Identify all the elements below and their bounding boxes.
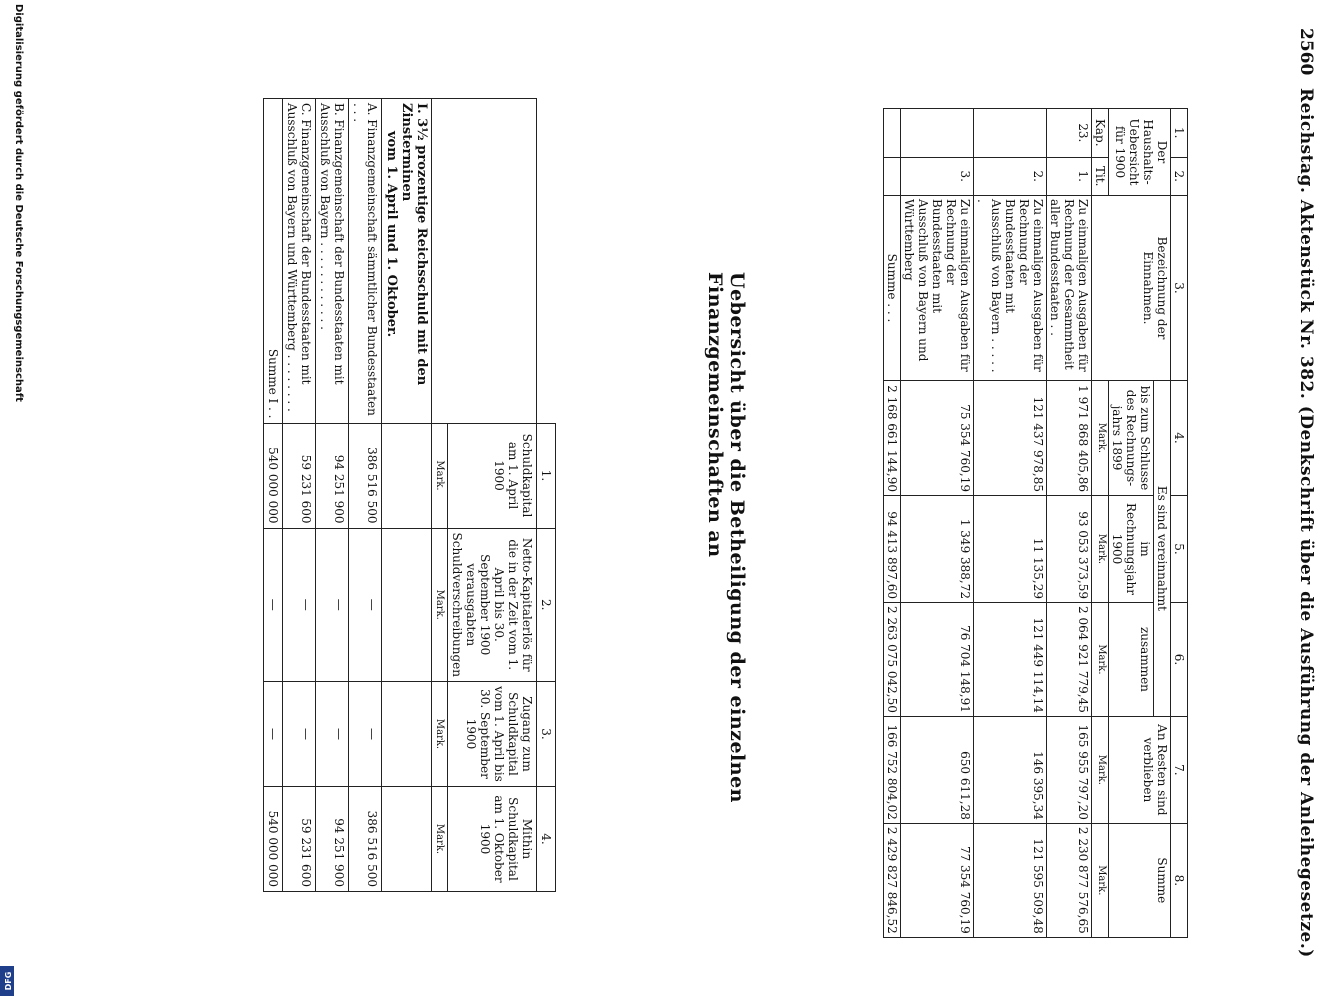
header-vereinnahmt: Es sind vereinnahmt bbox=[1154, 381, 1171, 717]
column-number-row bbox=[1171, 109, 1188, 938]
value-cell: — bbox=[264, 681, 283, 786]
value-cell: — bbox=[316, 528, 349, 681]
value-cell: 2 168 661 144,90 bbox=[884, 381, 901, 496]
value-cell: 11 135,29 bbox=[974, 496, 1047, 603]
kap-cell bbox=[884, 109, 901, 158]
row-label: C. Finanzgemeinschaft der Bundesstaaten mit Ausschluß von Bayern und Württemberg . . . . . . . . bbox=[283, 99, 316, 424]
header-zusammen: zusammen bbox=[1109, 603, 1154, 717]
tit-cell: 1. bbox=[1047, 157, 1092, 196]
header-bis: bis zum Schlusse des Rechnungs-jahrs 1899 bbox=[1109, 381, 1154, 496]
header-zugang: Zugang zum Schuldkapital vom 1. April bis 30. September 1900 bbox=[448, 681, 537, 786]
col-number: 3. bbox=[537, 681, 556, 786]
col-number: 4. bbox=[537, 786, 556, 891]
unit-label: Mark. bbox=[432, 786, 448, 891]
value-cell: 2 429 827 846,52 bbox=[884, 823, 901, 937]
description-cell: Zu einmaligen Ausgaben für Rechnung der Bundesstaaten mit Ausschluß von Bayern . . . . . . bbox=[974, 196, 1047, 381]
unit-label: Mark. bbox=[1092, 496, 1109, 603]
table-row bbox=[1047, 109, 1092, 938]
value-cell: 386 516 500 bbox=[349, 423, 382, 528]
kap-cell bbox=[901, 109, 974, 158]
col-number: 1. bbox=[1171, 109, 1188, 158]
col-number: 5. bbox=[1171, 496, 1188, 603]
value-cell: 146 395,34 bbox=[974, 716, 1047, 823]
blank-cell bbox=[537, 99, 556, 424]
col-number: 7. bbox=[1171, 716, 1188, 823]
value-cell: 121 595 509,48 bbox=[974, 823, 1047, 937]
table-row bbox=[901, 109, 974, 938]
unit-label: Mark. bbox=[1092, 381, 1109, 496]
column-number-row bbox=[537, 99, 556, 892]
tit-cell: 3. bbox=[901, 157, 974, 196]
header-netto-kapitalerloes: Netto-Kapitalerlös für die in der Zeit vom 1. April bis 30. September 1900 verausgabten Schuldverschreibungen bbox=[448, 528, 537, 681]
value-cell: — bbox=[349, 528, 382, 681]
header-schuldkapital: Schuldkapital am 1. April 1900 bbox=[448, 423, 537, 528]
table-row bbox=[974, 109, 1047, 938]
value-cell: — bbox=[283, 528, 316, 681]
revenue-table bbox=[883, 108, 1188, 938]
unit-label: Mark. bbox=[1092, 603, 1109, 717]
description-cell: Zu einmaligen Ausgaben für Rechnung der Gesammtheit aller Bundesstaaten . . bbox=[1047, 196, 1092, 381]
section-subheading: vom 1. April und 1. Oktober. bbox=[384, 131, 399, 338]
footer-text: Digitalisierung gefördert durch die Deutsche Forschungsgemeinschaft bbox=[13, 4, 24, 402]
row-label: Summe I . . bbox=[264, 99, 283, 424]
value-cell: 76 704 148,91 bbox=[901, 603, 974, 717]
header-title: Reichstag. Aktenstück Nr. 382. (Denkschrift über die Ausführung der Anleihegesetze.) bbox=[1296, 88, 1316, 958]
header-reste: An Resten sind verblieben bbox=[1109, 716, 1171, 823]
debt-table bbox=[263, 98, 556, 892]
col-number: 6. bbox=[1171, 603, 1188, 717]
value-cell: 93 053 373,59 bbox=[1047, 496, 1092, 603]
blank-cell bbox=[382, 681, 432, 786]
page-number: 2560 bbox=[1296, 28, 1316, 76]
header-summe: Summe bbox=[1109, 823, 1171, 937]
tit-cell bbox=[884, 157, 901, 196]
value-cell: 59 231 600 bbox=[283, 786, 316, 891]
value-cell: 166 752 804,02 bbox=[884, 716, 901, 823]
value-cell: 2 230 877 576,65 bbox=[1047, 823, 1092, 937]
description-cell: Summe . . . bbox=[884, 196, 901, 381]
value-cell: 2 064 921 779,45 bbox=[1047, 603, 1092, 717]
blank-cell bbox=[432, 99, 537, 424]
description-cell: Zu einmaligen Ausgaben für Rechnung der Bundesstaaten mit Ausschluß von Bayern und Württemberg bbox=[901, 196, 974, 381]
tit-cell: 2. bbox=[974, 157, 1047, 196]
section-heading: I. 3½ prozentige Reichsschuld mit den Zinsterminen bbox=[399, 103, 429, 386]
value-cell: 94 251 900 bbox=[316, 423, 349, 528]
row-label: B. Finanzgemeinschaft der Bundesstaaten mit Ausschluß von Bayern . . . . . . . . . . . . bbox=[316, 99, 349, 424]
value-cell: 94 413 897,60 bbox=[884, 496, 901, 603]
header-bezeichnung: Bezeichnung der Einnahmen. bbox=[1092, 196, 1171, 381]
col-number: 4. bbox=[1171, 381, 1188, 496]
value-cell: — bbox=[283, 681, 316, 786]
header-row bbox=[448, 99, 537, 892]
col-number: 3. bbox=[1171, 196, 1188, 381]
value-cell: 540 000 000 bbox=[264, 786, 283, 891]
value-cell: — bbox=[264, 528, 283, 681]
unit-label: Mark. bbox=[432, 681, 448, 786]
blank-cell bbox=[382, 786, 432, 891]
dfg-logo-icon bbox=[0, 966, 14, 996]
kap-cell: 23. bbox=[1047, 109, 1092, 158]
table-row bbox=[283, 99, 316, 892]
header-haushalt: Der Haushalts-Uebersicht für 1900 bbox=[1109, 109, 1171, 196]
header-kap: Kap. bbox=[1092, 109, 1109, 158]
value-cell: 77 354 760,19 bbox=[901, 823, 974, 937]
value-cell: 59 231 600 bbox=[283, 423, 316, 528]
header-mithin: Mithin Schuldkapital am 1. Oktober 1900 bbox=[448, 786, 537, 891]
value-cell: 165 955 797,20 bbox=[1047, 716, 1092, 823]
value-cell: — bbox=[349, 681, 382, 786]
header-row bbox=[1154, 109, 1171, 938]
col-number: 2. bbox=[537, 528, 556, 681]
col-number: 2. bbox=[1171, 157, 1188, 196]
value-cell: 121 437 978,85 bbox=[974, 381, 1047, 496]
unit-label: Mark. bbox=[432, 528, 448, 681]
value-cell: 386 516 500 bbox=[349, 786, 382, 891]
value-cell: 75 354 760,19 bbox=[901, 381, 974, 496]
value-cell: 1 971 868 405,86 bbox=[1047, 381, 1092, 496]
unit-label: Mark. bbox=[432, 423, 448, 528]
col-number: 1. bbox=[537, 423, 556, 528]
section-title: Uebersicht über die Betheiligung der einzelnen Finanzgemeinschaften an bbox=[704, 272, 748, 803]
value-cell: 94 251 900 bbox=[316, 786, 349, 891]
blank-cell bbox=[382, 528, 432, 681]
footer-credit bbox=[13, 4, 24, 402]
value-cell: 540 000 000 bbox=[264, 423, 283, 528]
sum-row bbox=[264, 99, 283, 892]
header-im: im Rechnungsjahr 1900 bbox=[1109, 496, 1154, 603]
blank-cell bbox=[382, 423, 432, 528]
value-cell: 650 611,28 bbox=[901, 716, 974, 823]
value-cell: 2 263 075 042,50 bbox=[884, 603, 901, 717]
unit-label: Mark. bbox=[1092, 823, 1109, 937]
svg-text:DFG: DFG bbox=[4, 971, 13, 991]
table-row bbox=[349, 99, 382, 892]
sum-row bbox=[884, 109, 901, 938]
kap-cell bbox=[974, 109, 1047, 158]
col-number: 8. bbox=[1171, 823, 1188, 937]
section-cell bbox=[382, 99, 432, 424]
value-cell: 121 449 114,14 bbox=[974, 603, 1047, 717]
row-label: A. Finanzgemeinschaft sämmtlicher Bundesstaaten . . . bbox=[349, 99, 382, 424]
value-cell: — bbox=[316, 681, 349, 786]
value-cell: 1 349 388,72 bbox=[901, 496, 974, 603]
unit-label: Mark. bbox=[1092, 716, 1109, 823]
header-tit: Tit. bbox=[1092, 157, 1109, 196]
table-row bbox=[316, 99, 349, 892]
section-row bbox=[382, 99, 432, 892]
